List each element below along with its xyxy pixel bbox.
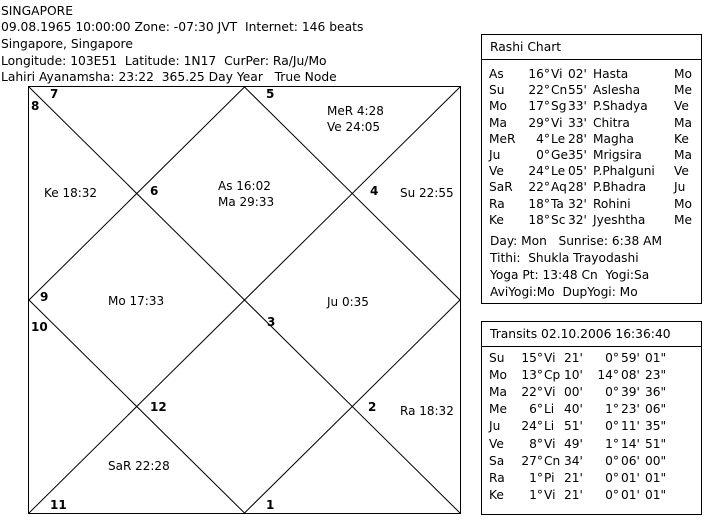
nakshatra-lord: Ma xyxy=(674,148,692,162)
planet-name: Ju xyxy=(489,148,501,162)
divider xyxy=(482,346,701,347)
planet-degree: 4° xyxy=(536,131,550,146)
transit-minute: 40' xyxy=(564,402,583,417)
transit-minute: 10' xyxy=(564,368,583,383)
planet-jupiter: Ju 0:35 xyxy=(327,295,369,309)
transit-speed-min: 01' xyxy=(621,487,640,502)
planet-minute: 32' xyxy=(568,212,587,227)
transit-speed-deg: 1° xyxy=(605,436,619,451)
transit-sign: Cn xyxy=(544,453,561,468)
rashi-info-line: Day: Mon Sunrise: 6:38 AM xyxy=(490,234,662,248)
rashi-chart-title: Rashi Chart xyxy=(490,40,562,54)
planet-degree: 24° xyxy=(528,164,550,179)
transit-speed-min: 14' xyxy=(621,436,640,451)
header-coordinates: Longitude: 103E51 Latitude: 1N17 CurPer: Ra/Ju/Mo xyxy=(1,54,327,68)
transit-speed-sec: 01" xyxy=(645,470,667,485)
planet-mercury: MeR 4:28 xyxy=(327,104,384,118)
planet-name: Ve xyxy=(489,164,504,179)
transit-degree: 22° xyxy=(521,385,543,400)
transit-speed-sec: 36" xyxy=(645,385,667,400)
rashi-chart-panel xyxy=(481,34,702,304)
transit-sign: Cp xyxy=(544,368,561,383)
house-number: 10 xyxy=(31,320,48,334)
nakshatra-lord: Mo xyxy=(674,196,692,211)
planet-minute: 05' xyxy=(568,164,587,179)
nakshatra-lord: Ke xyxy=(674,131,689,146)
transit-speed-deg: 0° xyxy=(605,419,619,434)
nakshatra-lord: Me xyxy=(674,212,693,227)
planet-name: Ma xyxy=(489,115,507,130)
nakshatra-name: Chitra xyxy=(593,115,630,130)
planet-sign: Sg xyxy=(551,99,567,114)
planet-saturn: SaR 22:28 xyxy=(108,459,170,473)
nakshatra-lord: Ve xyxy=(674,164,689,179)
transit-speed-deg: 0° xyxy=(605,351,619,365)
nakshatra-name: P.Shadya xyxy=(593,99,648,114)
planet-rahu: Ra 18:32 xyxy=(400,404,454,418)
planet-sign: Ta xyxy=(551,196,564,211)
planet-degree: 29° xyxy=(528,115,550,130)
planet-minute: 35' xyxy=(568,148,587,162)
planet-degree: 17° xyxy=(528,99,550,114)
planet-minute: 33' xyxy=(568,115,587,130)
nakshatra-lord: Ju xyxy=(674,180,686,195)
planet-name: SaR xyxy=(489,180,513,195)
nakshatra-name: Jyeshtha xyxy=(593,212,646,227)
header-place-name: SINGAPORE xyxy=(1,4,73,18)
rashi-info-line: AviYogi:Mo DupYogi: Mo xyxy=(490,285,638,299)
transit-speed-min: 06' xyxy=(621,453,640,468)
planet-minute: 28' xyxy=(568,131,587,146)
transit-sign: Pi xyxy=(544,470,555,485)
transit-sign: Li xyxy=(544,402,555,417)
transit-planet: Ve xyxy=(489,436,504,451)
planet-sign: Vi xyxy=(551,115,563,130)
transit-minute: 49' xyxy=(564,436,583,451)
transit-speed-deg: 0° xyxy=(605,385,619,400)
transit-sign: Li xyxy=(544,419,555,434)
rashi-info-line: Yoga Pt: 13:48 Cn Yogi:Sa xyxy=(490,268,650,282)
transit-speed-deg: 0° xyxy=(605,470,619,485)
planet-name: Mo xyxy=(489,99,507,114)
transit-speed-deg: 0° xyxy=(605,453,619,468)
transit-planet: Sa xyxy=(489,453,505,468)
planet-mars: Ma 29:33 xyxy=(218,195,275,209)
transit-minute: 34' xyxy=(564,453,583,468)
nakshatra-name: Hasta xyxy=(593,67,629,81)
transit-planet: Ma xyxy=(489,385,507,400)
planet-minute: 55' xyxy=(568,83,587,98)
planet-sign: Sc xyxy=(551,212,566,227)
planet-minute: 28' xyxy=(568,180,587,195)
transit-speed-sec: 01" xyxy=(645,487,667,502)
planet-minute: 32' xyxy=(568,196,587,211)
transit-degree: 15° xyxy=(521,351,543,365)
transit-degree: 27° xyxy=(521,453,543,468)
transit-speed-sec: 35" xyxy=(645,419,667,434)
transit-sign: Vi xyxy=(544,487,556,502)
transit-sign: Vi xyxy=(544,351,556,365)
house-number: 6 xyxy=(150,184,159,198)
transit-speed-sec: 51" xyxy=(645,436,667,451)
transit-degree: 1° xyxy=(529,470,543,485)
transit-speed-min: 59' xyxy=(621,351,640,365)
transit-minute: 21' xyxy=(564,351,583,365)
transit-minute: 51' xyxy=(564,419,583,434)
transit-planet: Ju xyxy=(489,419,501,434)
nakshatra-name: Rohini xyxy=(593,196,631,211)
planet-ascendant: As 16:02 xyxy=(218,179,271,193)
transit-planet: Su xyxy=(489,351,505,365)
transit-degree: 8° xyxy=(529,436,543,451)
header-ayanamsha: Lahiri Ayanamsha: 23:22 365.25 Day Year True Node xyxy=(1,70,337,84)
house-number: 12 xyxy=(150,400,167,414)
nakshatra-name: Mrigsira xyxy=(593,148,642,162)
planet-sign: Aq xyxy=(551,180,567,195)
transit-speed-deg: 0° xyxy=(605,487,619,502)
planet-sign: Cn xyxy=(551,83,568,98)
planet-venus: Ve 24:05 xyxy=(327,120,381,134)
planet-degree: 16° xyxy=(528,67,550,81)
transit-sign: Vi xyxy=(544,436,556,451)
transit-planet: Ke xyxy=(489,487,504,502)
transit-degree: 1° xyxy=(529,487,543,502)
house-number: 8 xyxy=(31,99,40,113)
transit-degree: 6° xyxy=(529,402,543,417)
planet-sun: Su 22:55 xyxy=(400,186,454,200)
transit-planet: Mo xyxy=(489,368,507,383)
house-number: 9 xyxy=(40,290,49,304)
planet-degree: 0° xyxy=(536,148,550,162)
planet-sign: Ge xyxy=(551,148,568,162)
transit-speed-sec: 06" xyxy=(645,402,667,417)
transit-minute: 21' xyxy=(564,487,583,502)
house-number: 5 xyxy=(266,87,275,101)
nakshatra-lord: Mo xyxy=(674,67,692,81)
house-number: 2 xyxy=(368,400,377,414)
transits-title: Transits 02.10.2006 16:36:40 xyxy=(490,327,671,341)
transit-minute: 00' xyxy=(564,385,583,400)
transit-speed-sec: 00" xyxy=(645,453,667,468)
transit-sign: Vi xyxy=(544,385,556,400)
transits-panel xyxy=(481,321,702,515)
nakshatra-name: Aslesha xyxy=(593,83,641,98)
house-number: 1 xyxy=(266,498,275,512)
header-location: Singapore, Singapore xyxy=(1,37,133,51)
planet-minute: 33' xyxy=(568,99,587,114)
planet-minute: 02' xyxy=(568,67,587,81)
nakshatra-lord: Me xyxy=(674,83,693,98)
transit-minute: 21' xyxy=(564,470,583,485)
planet-name: Su xyxy=(489,83,505,98)
planet-degree: 18° xyxy=(528,212,550,227)
planet-sign: Le xyxy=(551,164,566,179)
planet-degree: 22° xyxy=(528,180,550,195)
planet-degree: 18° xyxy=(528,196,550,211)
transit-speed-min: 01' xyxy=(621,470,640,485)
transit-speed-min: 08' xyxy=(621,368,640,383)
nakshatra-name: P.Bhadra xyxy=(593,180,647,195)
house-number: 4 xyxy=(370,184,379,198)
house-number: 7 xyxy=(50,87,59,101)
nakshatra-lord: Ma xyxy=(674,115,692,130)
planet-name: As xyxy=(489,67,504,81)
planet-name: Ra xyxy=(489,196,505,211)
transit-speed-sec: 23" xyxy=(645,368,667,383)
nakshatra-name: Magha xyxy=(593,131,634,146)
planet-sign: Le xyxy=(551,131,566,146)
planet-moon: Mo 17:33 xyxy=(108,294,165,308)
planet-degree: 22° xyxy=(528,83,550,98)
transit-planet: Me xyxy=(489,402,508,417)
nakshatra-name: P.Phalguni xyxy=(593,164,655,179)
house-number: 11 xyxy=(50,498,67,512)
transit-planet: Ra xyxy=(489,470,505,485)
nakshatra-lord: Ve xyxy=(674,99,689,114)
house-number: 3 xyxy=(267,315,276,329)
transit-speed-deg: 14° xyxy=(597,368,619,383)
transit-speed-min: 23' xyxy=(621,402,640,417)
divider xyxy=(482,59,701,60)
header-datetime: 09.08.1965 10:00:00 Zone: -07:30 JVT Internet: 146 beats xyxy=(1,20,364,34)
planet-ketu: Ke 18:32 xyxy=(44,186,98,200)
planet-name: Ke xyxy=(489,212,504,227)
transit-speed-min: 11' xyxy=(621,419,640,434)
transit-speed-min: 39' xyxy=(621,385,640,400)
transit-speed-sec: 01" xyxy=(645,351,667,365)
planet-sign: Vi xyxy=(551,67,563,81)
transit-degree: 13° xyxy=(521,368,543,383)
transit-degree: 24° xyxy=(521,419,543,434)
planet-name: MeR xyxy=(489,131,516,146)
transit-speed-deg: 1° xyxy=(605,402,619,417)
rashi-info-line: Tithi: Shukla Trayodashi xyxy=(490,251,639,265)
